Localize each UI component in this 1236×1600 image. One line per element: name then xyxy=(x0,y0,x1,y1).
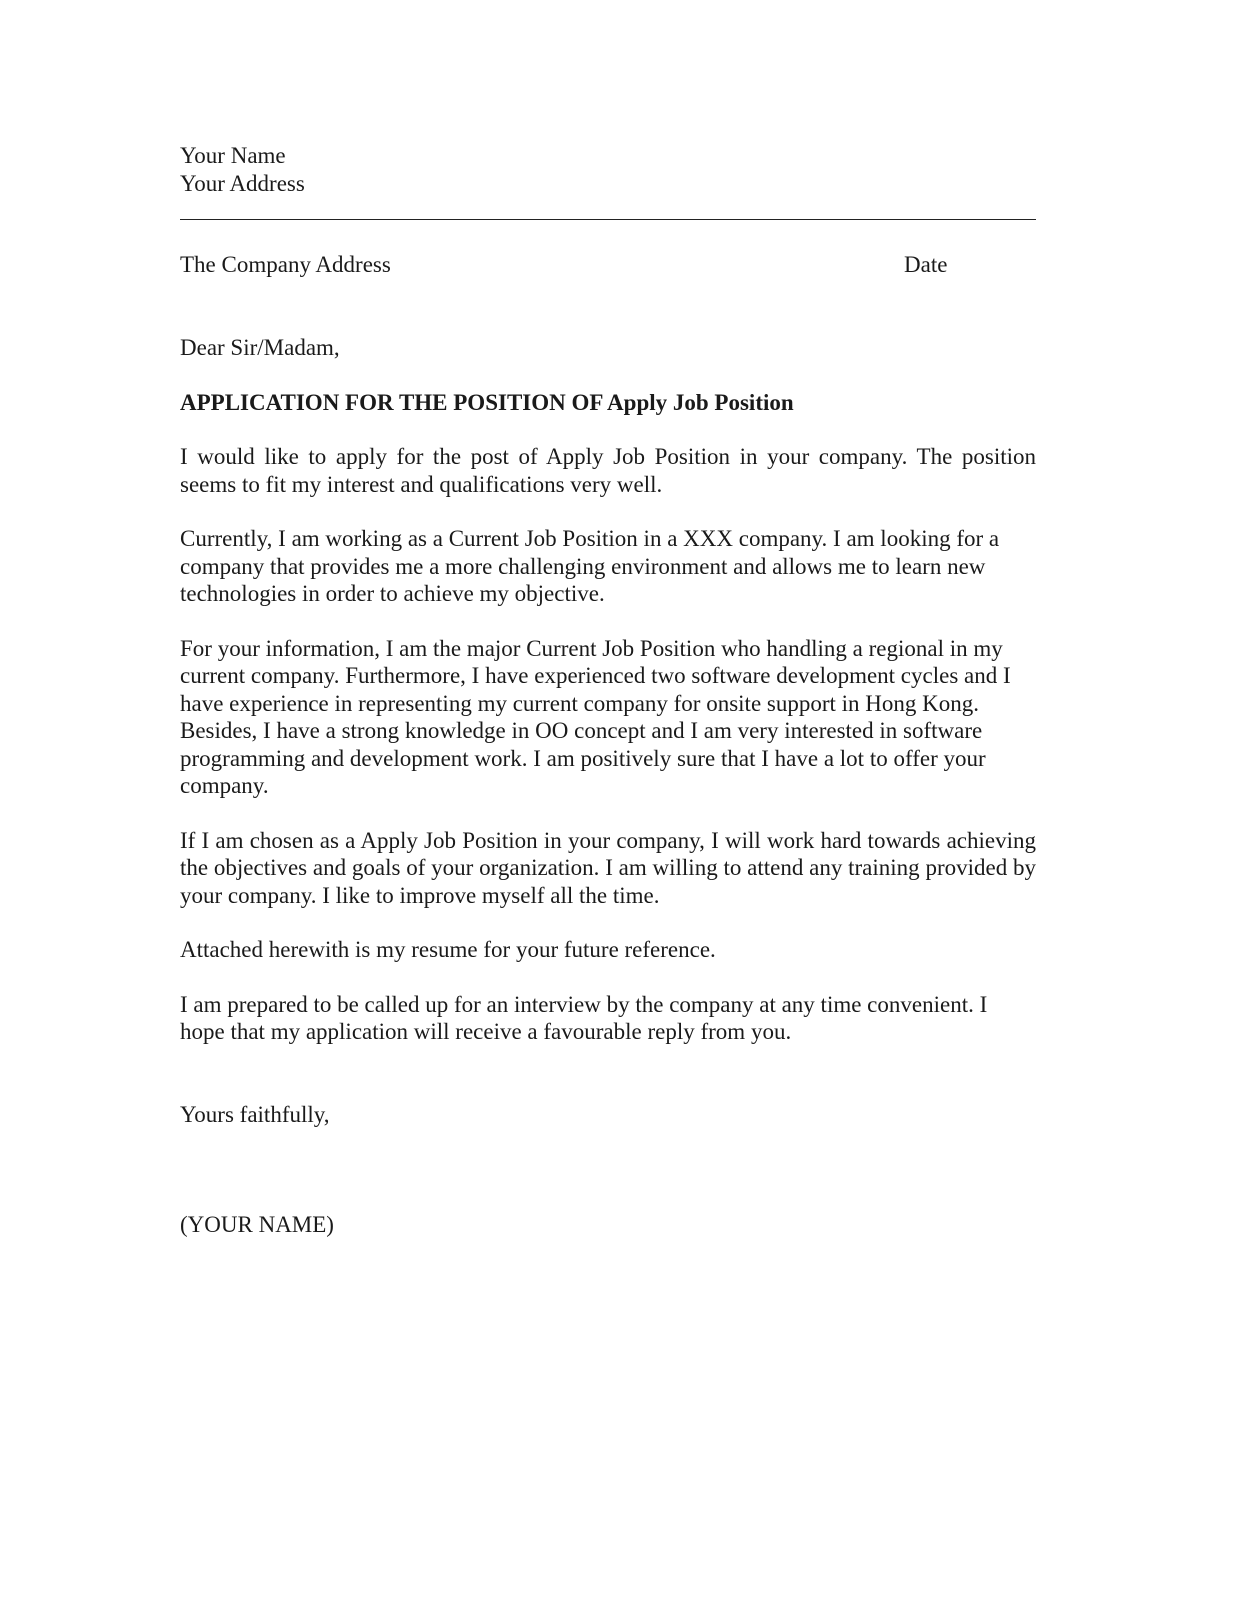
paragraph-current-job xyxy=(180,525,1036,608)
subject-line: APPLICATION FOR THE POSITION OF Apply Job Position xyxy=(180,389,794,415)
paragraph-attachment xyxy=(180,936,1036,964)
salutation: Dear Sir/Madam, xyxy=(180,335,340,360)
date-label: Date xyxy=(904,252,948,277)
sender-name: Your Name xyxy=(180,143,286,168)
paragraph-text: Attached herewith is my resume for your future reference. xyxy=(180,937,716,962)
paragraph-intro xyxy=(180,443,1036,498)
paragraph-text: Currently, I am working as a Current Job Position in a XXX company. I am looking for a company that provides me a more challenging environment and allows me to learn new technologies in order to achieve my objective. xyxy=(180,526,1000,606)
signature-name: (YOUR NAME) xyxy=(180,1212,334,1237)
header-divider xyxy=(180,219,1036,220)
cover-letter xyxy=(180,142,1036,1239)
paragraph-text: I am prepared to be called up for an interview by the company at any time convenient. I hope that my application will receive a favourable reply from you. xyxy=(180,991,988,1044)
paragraph-interview xyxy=(180,991,1036,1046)
sender-block xyxy=(180,142,1036,197)
closing: Yours faithfully, xyxy=(180,1101,330,1127)
paragraph-commitment xyxy=(180,827,1036,910)
paragraph-text: I would like to apply for the post of Apply Job Position in your company. The position seems to fit my interest and qualifications very well. xyxy=(180,444,1036,497)
paragraph-text: If I am chosen as a Apply Job Position in your company, I will work hard towards achieving the objectives and goals of your organization. I am willing to attend any training provided by your company. I like to improve myself all the time. xyxy=(180,827,1036,908)
recipient-row xyxy=(180,251,1036,279)
sender-address: Your Address xyxy=(180,170,305,196)
company-address: The Company Address xyxy=(180,252,391,277)
paragraph-experience xyxy=(180,635,1036,800)
paragraph-text: For your information, I am the major Current Job Position who handling a regional in my current company. Furthermore, I have experienced two software development cycles and I have experience in representing my current company for onsite support in Hong Kong. Besides, I have a strong knowledge in OO concept and I am very interested in software programming and development work. I am positively sure that I have a lot to offer your company. xyxy=(180,635,1011,798)
